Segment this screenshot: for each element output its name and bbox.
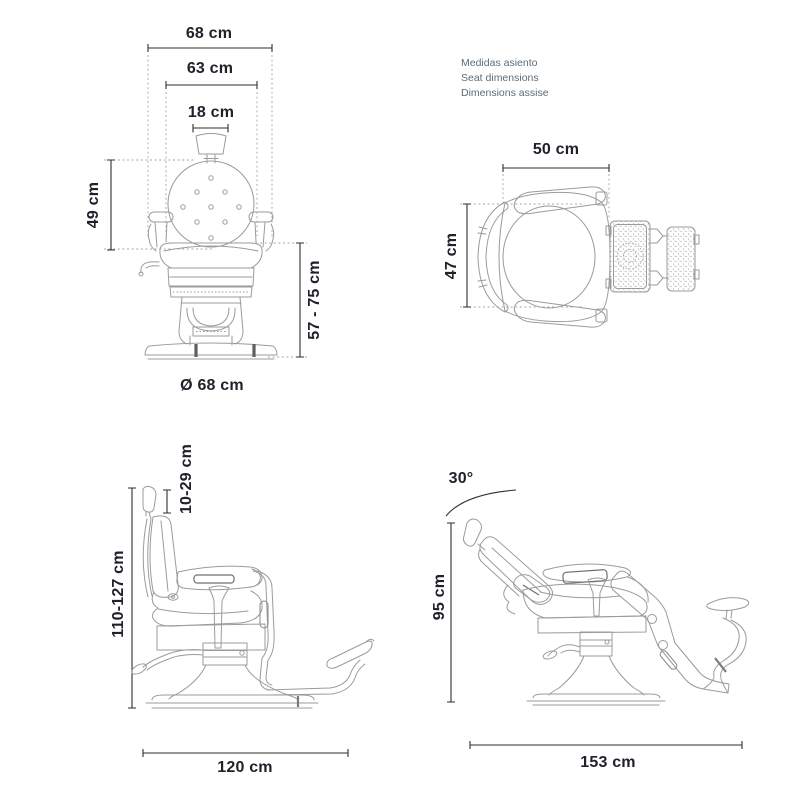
side-frame [157, 624, 265, 650]
side-headrest-range-label: 10-29 cm [178, 443, 195, 515]
reclined-footrest-support [703, 618, 746, 693]
top-footrest-pad [667, 227, 695, 291]
side-length-label: 120 cm [217, 759, 273, 776]
reclined-chair-art [463, 519, 748, 705]
reclined-height-label: 95 cm [431, 573, 448, 621]
side-base [146, 665, 318, 708]
side-backrest [143, 516, 178, 597]
reclined-view-drawing [446, 490, 749, 749]
reclined-dimension-lines [446, 490, 742, 749]
note-line-en: Seat dimensions [461, 72, 539, 84]
top-armrests [514, 187, 605, 327]
side-height-range-label: 110-127 cm [110, 550, 127, 638]
reclined-pump-lever [548, 645, 580, 656]
top-backrest [478, 202, 508, 312]
side-view-drawing [128, 486, 374, 757]
top-seat [499, 192, 610, 321]
seat-dimensions-note [461, 56, 549, 101]
reclined-length-label: 153 cm [580, 754, 636, 771]
side-footrest [267, 639, 374, 695]
front-backrest-width-label: 63 cm [186, 60, 234, 77]
front-seat-height-label: 57 - 75 cm [306, 260, 323, 340]
top-footrest-platform [610, 221, 650, 292]
front-chair-art [139, 134, 277, 360]
top-seat-width-label: 47 cm [443, 232, 460, 280]
front-pump-lever [141, 262, 159, 273]
side-chair-art [130, 486, 374, 708]
reclined-footrest-pad [707, 598, 749, 619]
side-seat [152, 591, 262, 626]
front-overall-width-label: 68 cm [185, 25, 233, 42]
top-chair-art [478, 187, 699, 327]
front-dimension-lines [107, 44, 304, 357]
reclined-frame [538, 616, 646, 633]
front-backrest [168, 161, 254, 247]
side-support-bar [253, 571, 274, 690]
reclined-headrest [463, 519, 485, 550]
side-dimension-lines [128, 488, 348, 757]
note-line-fr: Dimensions assise [461, 87, 549, 99]
top-seat-depth-label: 50 cm [532, 141, 580, 158]
note-line-es: Medidas asiento [461, 57, 538, 69]
front-base-diameter-label: Ø 68 cm [180, 377, 244, 394]
side-headrest [143, 486, 156, 519]
front-headrest-width-label: 18 cm [187, 104, 235, 121]
front-backrest-buttons [181, 176, 241, 240]
reclined-angle-label: 30° [448, 470, 474, 487]
front-backrest-height-label: 49 cm [85, 181, 102, 229]
front-headrest [196, 134, 226, 164]
top-view-drawing [460, 164, 699, 327]
front-view-drawing [104, 44, 307, 359]
front-base [145, 343, 277, 359]
reclined-base [527, 656, 665, 705]
front-frame [168, 268, 254, 345]
side-pump-lever [143, 650, 203, 670]
front-extension-lines [104, 55, 307, 357]
reclined-backrest [479, 537, 553, 605]
